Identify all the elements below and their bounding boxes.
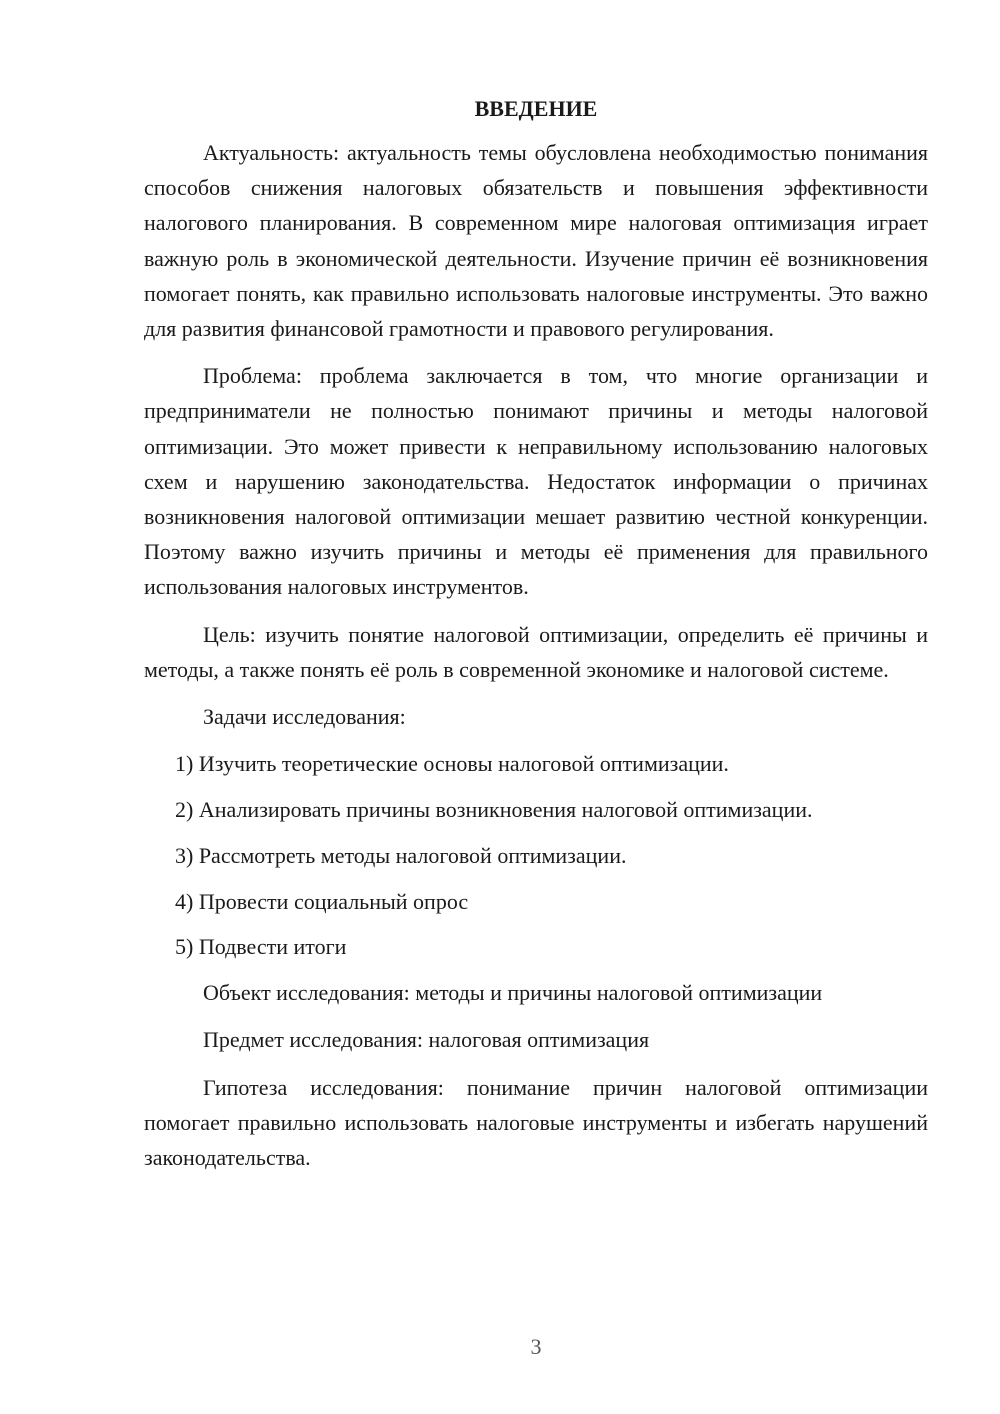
spacer [144, 687, 928, 699]
research-object: Объект исследования: методы и причины налоговой оптимизации [203, 980, 823, 1006]
research-subject: Предмет исследования: налоговая оптимизация [203, 1027, 650, 1053]
goal-paragraph: Цель: изучить понятие налоговой оптимизации, определить её причины и методы, а также понять её роль в современной экономике и налоговой системе. [144, 621, 928, 682]
spacer [144, 1010, 928, 1022]
spacer [144, 605, 928, 617]
page-content [144, 94, 928, 1175]
spacer [144, 1058, 928, 1070]
task-item-3: 3) Рассмотреть методы налоговой оптимизации. [175, 842, 627, 868]
spacer [144, 124, 928, 135]
relevance-paragraph: Актуальность: актуальность темы обусловлена необходимостью понимания способов снижения налоговых обязательств и повышения эффективности налогового планирования. В современном мире налоговая оптимизация играет важную роль в экономической деятельности. Изучение причин её возникновения помогает понять, как правильно использовать налоговые инструменты. Это важно для развития финансовой грамотности и правового регулирования. [144, 140, 928, 342]
problem-paragraph: Проблема: проблема заключается в том, что многие организации и предприниматели не полностью понимают причины и методы налоговой оптимизации. Это может привести к неправильному использованию налоговых схем и нарушению законодательства. Недостаток информации о причинах возникновения налоговой оптимизации мешает развитию честной конкуренции. Поэтому важно изучить причины и методы её применения для правильного использования налоговых инструментов. [144, 363, 928, 600]
task-item-2: 2) Анализировать причины возникновения налоговой оптимизации. [175, 797, 813, 823]
spacer [144, 734, 928, 746]
page-title: ВВЕДЕНИЕ [474, 96, 598, 121]
tasks-list [144, 746, 928, 964]
task-item-1: 1) Изучить теоретические основы налоговой оптимизации. [175, 751, 729, 777]
spacer [144, 346, 928, 358]
task-item-5: 5) Подвести итоги [175, 934, 347, 960]
task-item-4: 4) Провести социальный опрос [175, 888, 469, 914]
tasks-heading: Задачи исследования: [203, 704, 406, 730]
hypothesis-paragraph: Гипотеза исследования: понимание причин налоговой оптимизации помогает правильно использовать налоговые инструменты и избегать нарушений законодательства. [144, 1074, 928, 1171]
page-number: 3 [530, 1334, 542, 1359]
